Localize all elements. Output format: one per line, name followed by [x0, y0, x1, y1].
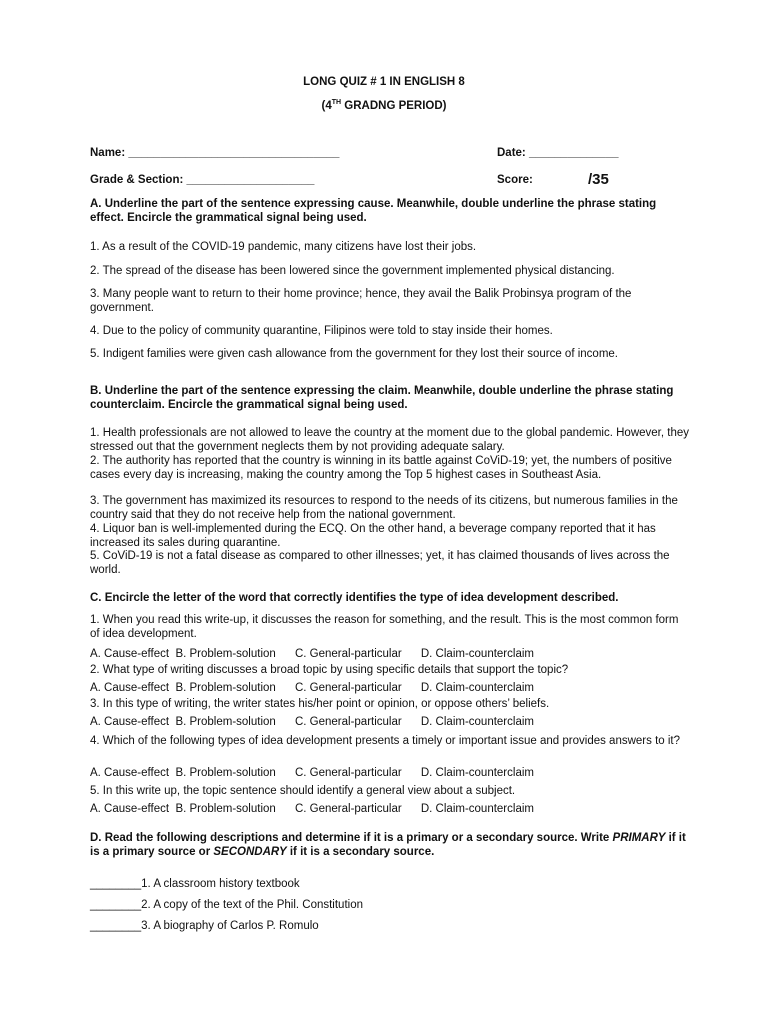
section-c-question: 4. Which of the following types of idea development presents a timely or important issue and provides answers to it? [90, 735, 680, 747]
section-d-item[interactable]: ________2. A copy of the text of the Phil. Constitution [90, 899, 363, 911]
grade-section-field[interactable]: Grade & Section: ____________________ [90, 174, 315, 186]
section-c-question: 5. In this write up, the topic sentence should identify a general view about a subject. [90, 785, 516, 797]
section-d-item[interactable]: ________3. A biography of Carlos P. Romulo [90, 920, 319, 932]
section-b-item: 5. CoViD-19 is not a fatal disease as compared to other illnesses; yet, it has claimed thousands of lives across the world. [90, 550, 670, 576]
name-field[interactable]: Name: _________________________________ [90, 147, 340, 159]
section-b-item: 3. The government has maximized its resources to respond to the needs of its citizens, but numerous families in the country said that they do not receive help from the national government. [90, 495, 678, 521]
section-c-options[interactable]: A. Cause-effect B. Problem-solution C. General-particular D. Claim-counterclaim [90, 682, 534, 694]
section-d-item[interactable]: ________1. A classroom history textbook [90, 878, 300, 890]
date-field[interactable]: Date: ______________ [497, 147, 619, 159]
section-c-options[interactable]: A. Cause-effect B. Problem-solution C. General-particular D. Claim-counterclaim [90, 716, 534, 728]
section-c-options[interactable]: A. Cause-effect B. Problem-solution C. General-particular D. Claim-counterclaim [90, 648, 534, 660]
section-c-question: 1. When you read this write-up, it discusses the reason for something, and the result. This is the most common form of idea development. [90, 614, 679, 640]
section-b-item: 4. Liquor ban is well-implemented during the ECQ. On the other hand, a beverage company reported that it has increased its sales during quarantine. [90, 523, 656, 549]
section-a-item: 2. The spread of the disease has been lowered since the government implemented physical distancing. [90, 265, 615, 277]
section-c-question: 3. In this type of writing, the writer states his/her point or opinion, or oppose others’ beliefs. [90, 698, 550, 710]
section-b-item: 2. The authority has reported that the country is winning in its battle against CoViD-19; yet, the numbers of positive cases every day is increasing, making the country among the Top 5 highest cases in Southeast Asia. [90, 455, 672, 481]
section-b-instruction: B. Underline the part of the sentence expressing the claim. Meanwhile, double underline the phrase stating counterclaim. Encircle the grammatical signal being used. [90, 385, 674, 411]
section-a-item: 5. Indigent families were given cash allowance from the government for they lost their source of income. [90, 348, 618, 360]
section-d-instruction: D. Read the following descriptions and determine if it is a primary or a secondary source. Write PRIMARY if it is a primary source or SECONDARY if it is a secondary source. [90, 832, 686, 858]
section-c-options[interactable]: A. Cause-effect B. Problem-solution C. General-particular D. Claim-counterclaim [90, 803, 534, 815]
section-a-item: 1. As a result of the COVID-19 pandemic, many citizens have lost their jobs. [90, 241, 477, 253]
section-c-instruction: C. Encircle the letter of the word that correctly identifies the type of idea development described. [90, 592, 619, 604]
section-c-options[interactable]: A. Cause-effect B. Problem-solution C. General-particular D. Claim-counterclaim [90, 767, 534, 779]
section-a-item: 3. Many people want to return to their home province; hence, they avail the Balik Probinsya program of the government. [90, 288, 632, 314]
section-c-question: 2. What type of writing discusses a broad topic by using specific details that support the topic? [90, 664, 569, 676]
score-label: Score: [497, 174, 533, 186]
section-a-instruction: A. Underline the part of the sentence expressing cause. Meanwhile, double underline the phrase stating effect. Encircle the grammatical signal being used. [90, 198, 657, 224]
section-a-item: 4. Due to the policy of community quarantine, Filipinos were told to stay inside their homes. [90, 325, 553, 337]
grading-period: (4TH GRADNG PERIOD) [321, 99, 447, 112]
quiz-title: LONG QUIZ # 1 IN ENGLISH 8 [303, 76, 465, 88]
score-total: /35 [588, 171, 609, 188]
section-b-item: 1. Health professionals are not allowed to leave the country at the moment due to the global pandemic. However, they stressed out that the government neglects them by not providing adequate salary. [90, 427, 689, 453]
